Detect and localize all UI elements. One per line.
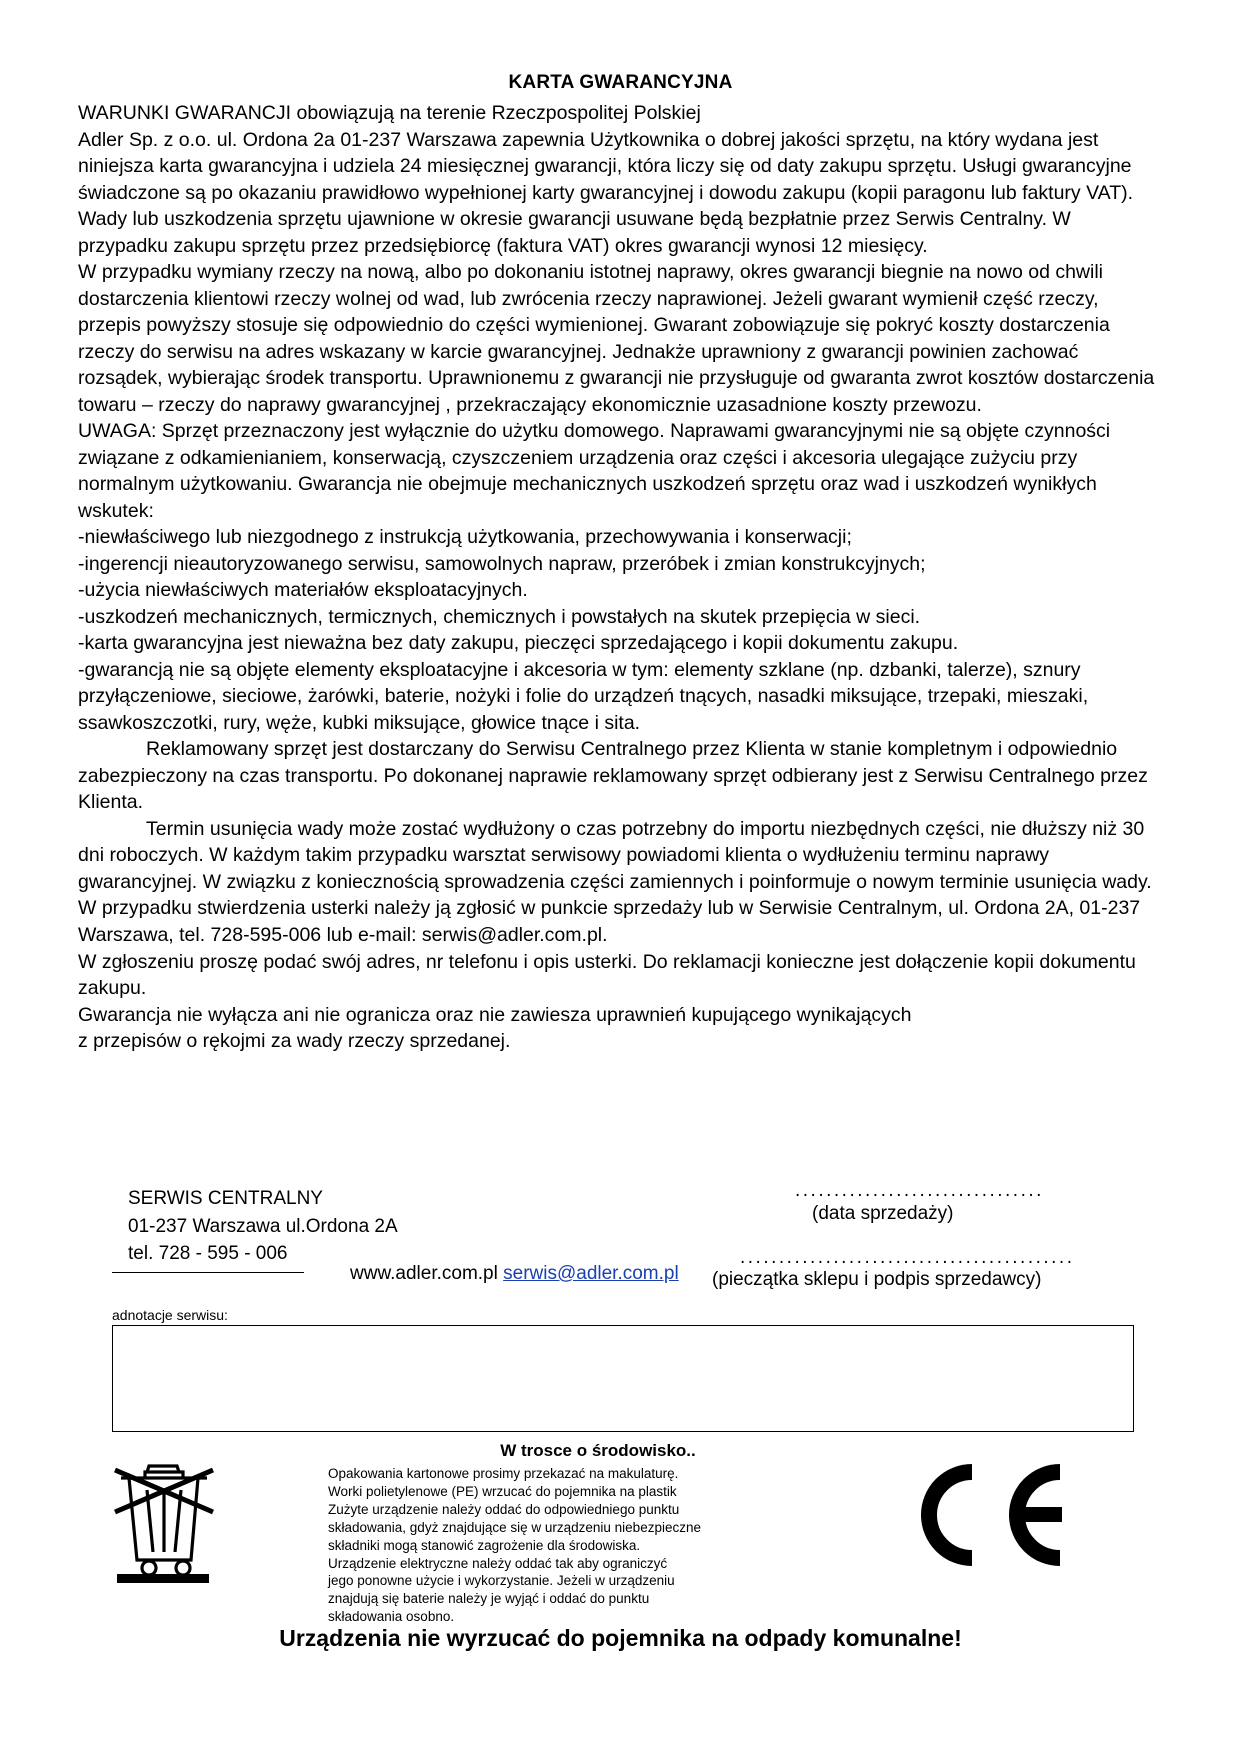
exclusion-item-5: -karta gwarancyjna jest nieważna bez daty zakupu, pieczęci sprzedającego i kopii dokumentu zakupu. xyxy=(78,632,959,655)
exclusion-item-4: -uszkodzeń mechanicznych, termicznych, chemicznych i powstałych na skutek przepięcia w sieci. xyxy=(78,605,921,628)
page-title: KARTA GWARANCYJNA xyxy=(508,72,733,93)
service-delivery-paragraph: Reklamowany sprzęt jest dostarczany do Serwisu Centralnego przez Klienta w stanie kompletnym i odpowiednio zabezpieczony na czas transportu. Po dokonanej naprawie reklamowany sprzęt odbierany jest z Serwisu Centralnego przez Klienta. xyxy=(78,738,1148,814)
ce-marking-icon xyxy=(900,1460,1070,1570)
statutory-rights-paragraph-line2: z przepisów o rękojmi za wady rzeczy sprzedanej. xyxy=(78,1030,511,1053)
email-link[interactable]: serwis@adler.com.pl xyxy=(503,1263,679,1284)
service-center-info xyxy=(128,1185,398,1268)
eco-line-3: Zużyte urządzenie należy oddać do odpowiedniego punktu xyxy=(328,1502,680,1518)
eco-line-7: jego ponowne użycie i wykorzystanie. Jeżeli w urządzeniu xyxy=(328,1573,675,1589)
eco-line-9: składowania osobno. xyxy=(328,1608,455,1624)
eco-line-8: znajdują się baterie należy je wyjąć i oddać do punktu xyxy=(328,1591,650,1607)
sale-date-input-line[interactable]: ................................ xyxy=(795,1180,1044,1201)
crossed-out-wheelie-bin-icon xyxy=(95,1448,225,1583)
statutory-rights-paragraph-line1: Gwarancja nie wyłącza ani nie ogranicza oraz nie zawiesza uprawnień kupującego wynikających xyxy=(78,1003,912,1026)
terms-paragraph-2: Adler Sp. z o.o. ul. Ordona 2a 01-237 Warszawa zapewnia Użytkownika o dobrej jakości sprzętu, na który wydana jest niniejsza karta gwarancyjna i udziela 24 miesięcznej gwarancji, która liczy się od daty zakupu sprzętu. Usługi gwarancyjne świadczone są po okazaniu prawidłowo wypełnionej karty gwarancyjnej i dowodu zakupu (kopii paragonu lub faktury VAT). Wady lub uszkodzenia sprzętu ujawnione w okresie gwarancji usuwane będą bezpłatnie przez Serwis Centralny. W przypadku zakupu sprzętu przez przedsiębiorcę (faktura VAT) okres gwarancji wynosi 12 miesięcy. xyxy=(78,128,1134,257)
exclusion-item-2: -ingerencji nieautoryzowanego serwisu, samowolnych napraw, przeróbek i zmian konstrukcyjnych; xyxy=(78,552,926,575)
eco-line-2: Worki polietylenowe (PE) wrzucać do pojemnika na plastik xyxy=(328,1484,677,1500)
environment-section xyxy=(0,1440,1241,1640)
report-details-paragraph: W zgłoszeniu proszę podać swój adres, nr telefonu i opis usterki. Do reklamacji konieczne jest dołączenie kopii dokumentu zakupu. xyxy=(78,950,1136,1000)
eco-line-4: składowania, gdyż znajdujące się w urządzeniu niebezpieczne xyxy=(328,1519,701,1535)
eco-title: W trosce o środowisko.. xyxy=(500,1441,696,1460)
terms-paragraph-3: W przypadku wymiany rzeczy na nową, albo po dokonaniu istotnej naprawy, okres gwarancji biegnie na nowo od chwili dostarczenia klientowi rzeczy wolnej od wad, lub zwrócenia rzeczy naprawionej. Jeżeli gwarant wymienił część rzeczy, przepis powyższy stosuje się odpowiednio do części wymienionej. Gwarant zobowiązuje się pokryć koszty dostarczenia rzeczy do serwisu na adres wskazany w karcie gwarancyjnej. Jednakże uprawniony z gwarancji powinien zachować rozsądek, wybierając środek transportu. Uprawnionemu z gwarancji nie przysługuje od gwaranta zwrot kosztów dostarczenia towaru – rzeczy do naprawy gwarancyjnej , przekraczający ekonomicznie uzasadnione koszty przewozu. xyxy=(78,261,1155,416)
terms-paragraph-1: WARUNKI GWARANCJI obowiązują na terenie Rzeczpospolitej Polskiej xyxy=(78,102,701,124)
eco-line-1: Opakowania kartonowe prosimy przekazać na makulaturę. xyxy=(328,1466,679,1482)
service-notes-box[interactable] xyxy=(112,1325,1134,1432)
exclusion-item-1: -niewłaściwego lub niezgodnego z instrukcją użytkowania, przechowywania i konserwacji; xyxy=(78,526,852,549)
service-center-phone: tel. 728 - 595 - 006 xyxy=(128,1243,288,1265)
disposal-banner: Urządzenia nie wyrzucać do pojemnika na odpady komunalne! xyxy=(279,1625,962,1651)
eco-line-6: Urządzenie elektryczne należy oddać tak aby ograniczyć xyxy=(328,1555,668,1571)
shop-stamp-input-line[interactable]: ........................................... xyxy=(740,1247,1075,1268)
repair-term-paragraph: Termin usunięcia wady może zostać wydłużony o czas potrzebny do importu niezbędnych części, nie dłuższy niż 30 dni roboczych. W każdym takim przypadku warsztat serwisowy powiadomi klienta o wydłużeniu terminu naprawy gwarancyjnej. W związku z koniecznością sprowadzenia części zamiennych i poinformuje o nowym terminie usunięcia wady. xyxy=(78,817,1152,893)
service-center-name: SERWIS CENTRALNY xyxy=(128,1188,323,1209)
eco-instructions xyxy=(328,1440,868,1626)
contact-line xyxy=(350,1263,679,1285)
exclusion-item-3: -użycia niewłaściwych materiałów eksploatacyjnych. xyxy=(78,579,528,602)
eco-line-5: składniki mogą stanowić zagrożenie dla środowiska. xyxy=(328,1537,641,1553)
shop-stamp-label: (pieczątka sklepu i podpis sprzedawcy) xyxy=(712,1269,1042,1290)
service-center-address: 01-237 Warszawa ul.Ordona 2A xyxy=(128,1215,398,1237)
terms-paragraph-4: UWAGA: Sprzęt przeznaczony jest wyłącznie do użytku domowego. Naprawami gwarancyjnymi nie są objęte czynności związane z odkamienianiem, konserwacją, czyszczeniem urządzenia oraz części i akcesoria ulegające zużyciu przy normalnym użytkowaniu. Gwarancja nie obejmuje mechanicznych uszkodzeń sprzętu oraz wad i uszkodzeń wynikłych wskutek: xyxy=(78,420,1111,522)
service-notes-label: adnotacje serwisu: xyxy=(112,1307,228,1323)
warranty-terms-body xyxy=(78,100,1163,1055)
sale-date-label: (data sprzedaży) xyxy=(812,1203,954,1224)
exclusion-item-6: -gwarancją nie są objęte elementy eksploatacyjne i akcesoria w tym: elementy szklane (np. dzbanki, talerze), sznury przyłączeniowe, sieciowe, żarówki, baterie, nożyki i folie do urządzeń tnących, nasadki miksujące, trzepaki, mieszaki, ssawkoszczotki, rury, węże, kubki miksujące, głowice tnące i sita. xyxy=(78,658,1089,734)
signature-rule xyxy=(112,1271,304,1273)
website-text: www.adler.com.pl xyxy=(350,1263,498,1284)
fault-report-paragraph: W przypadku stwierdzenia usterki należy ją zgłosić w punkcie sprzedaży lub w Serwisie Centralnym, ul. Ordona 2A, 01-237 Warszawa, tel. 728-595-006 lub e-mail: serwis@adler.com.pl. xyxy=(78,897,1141,946)
